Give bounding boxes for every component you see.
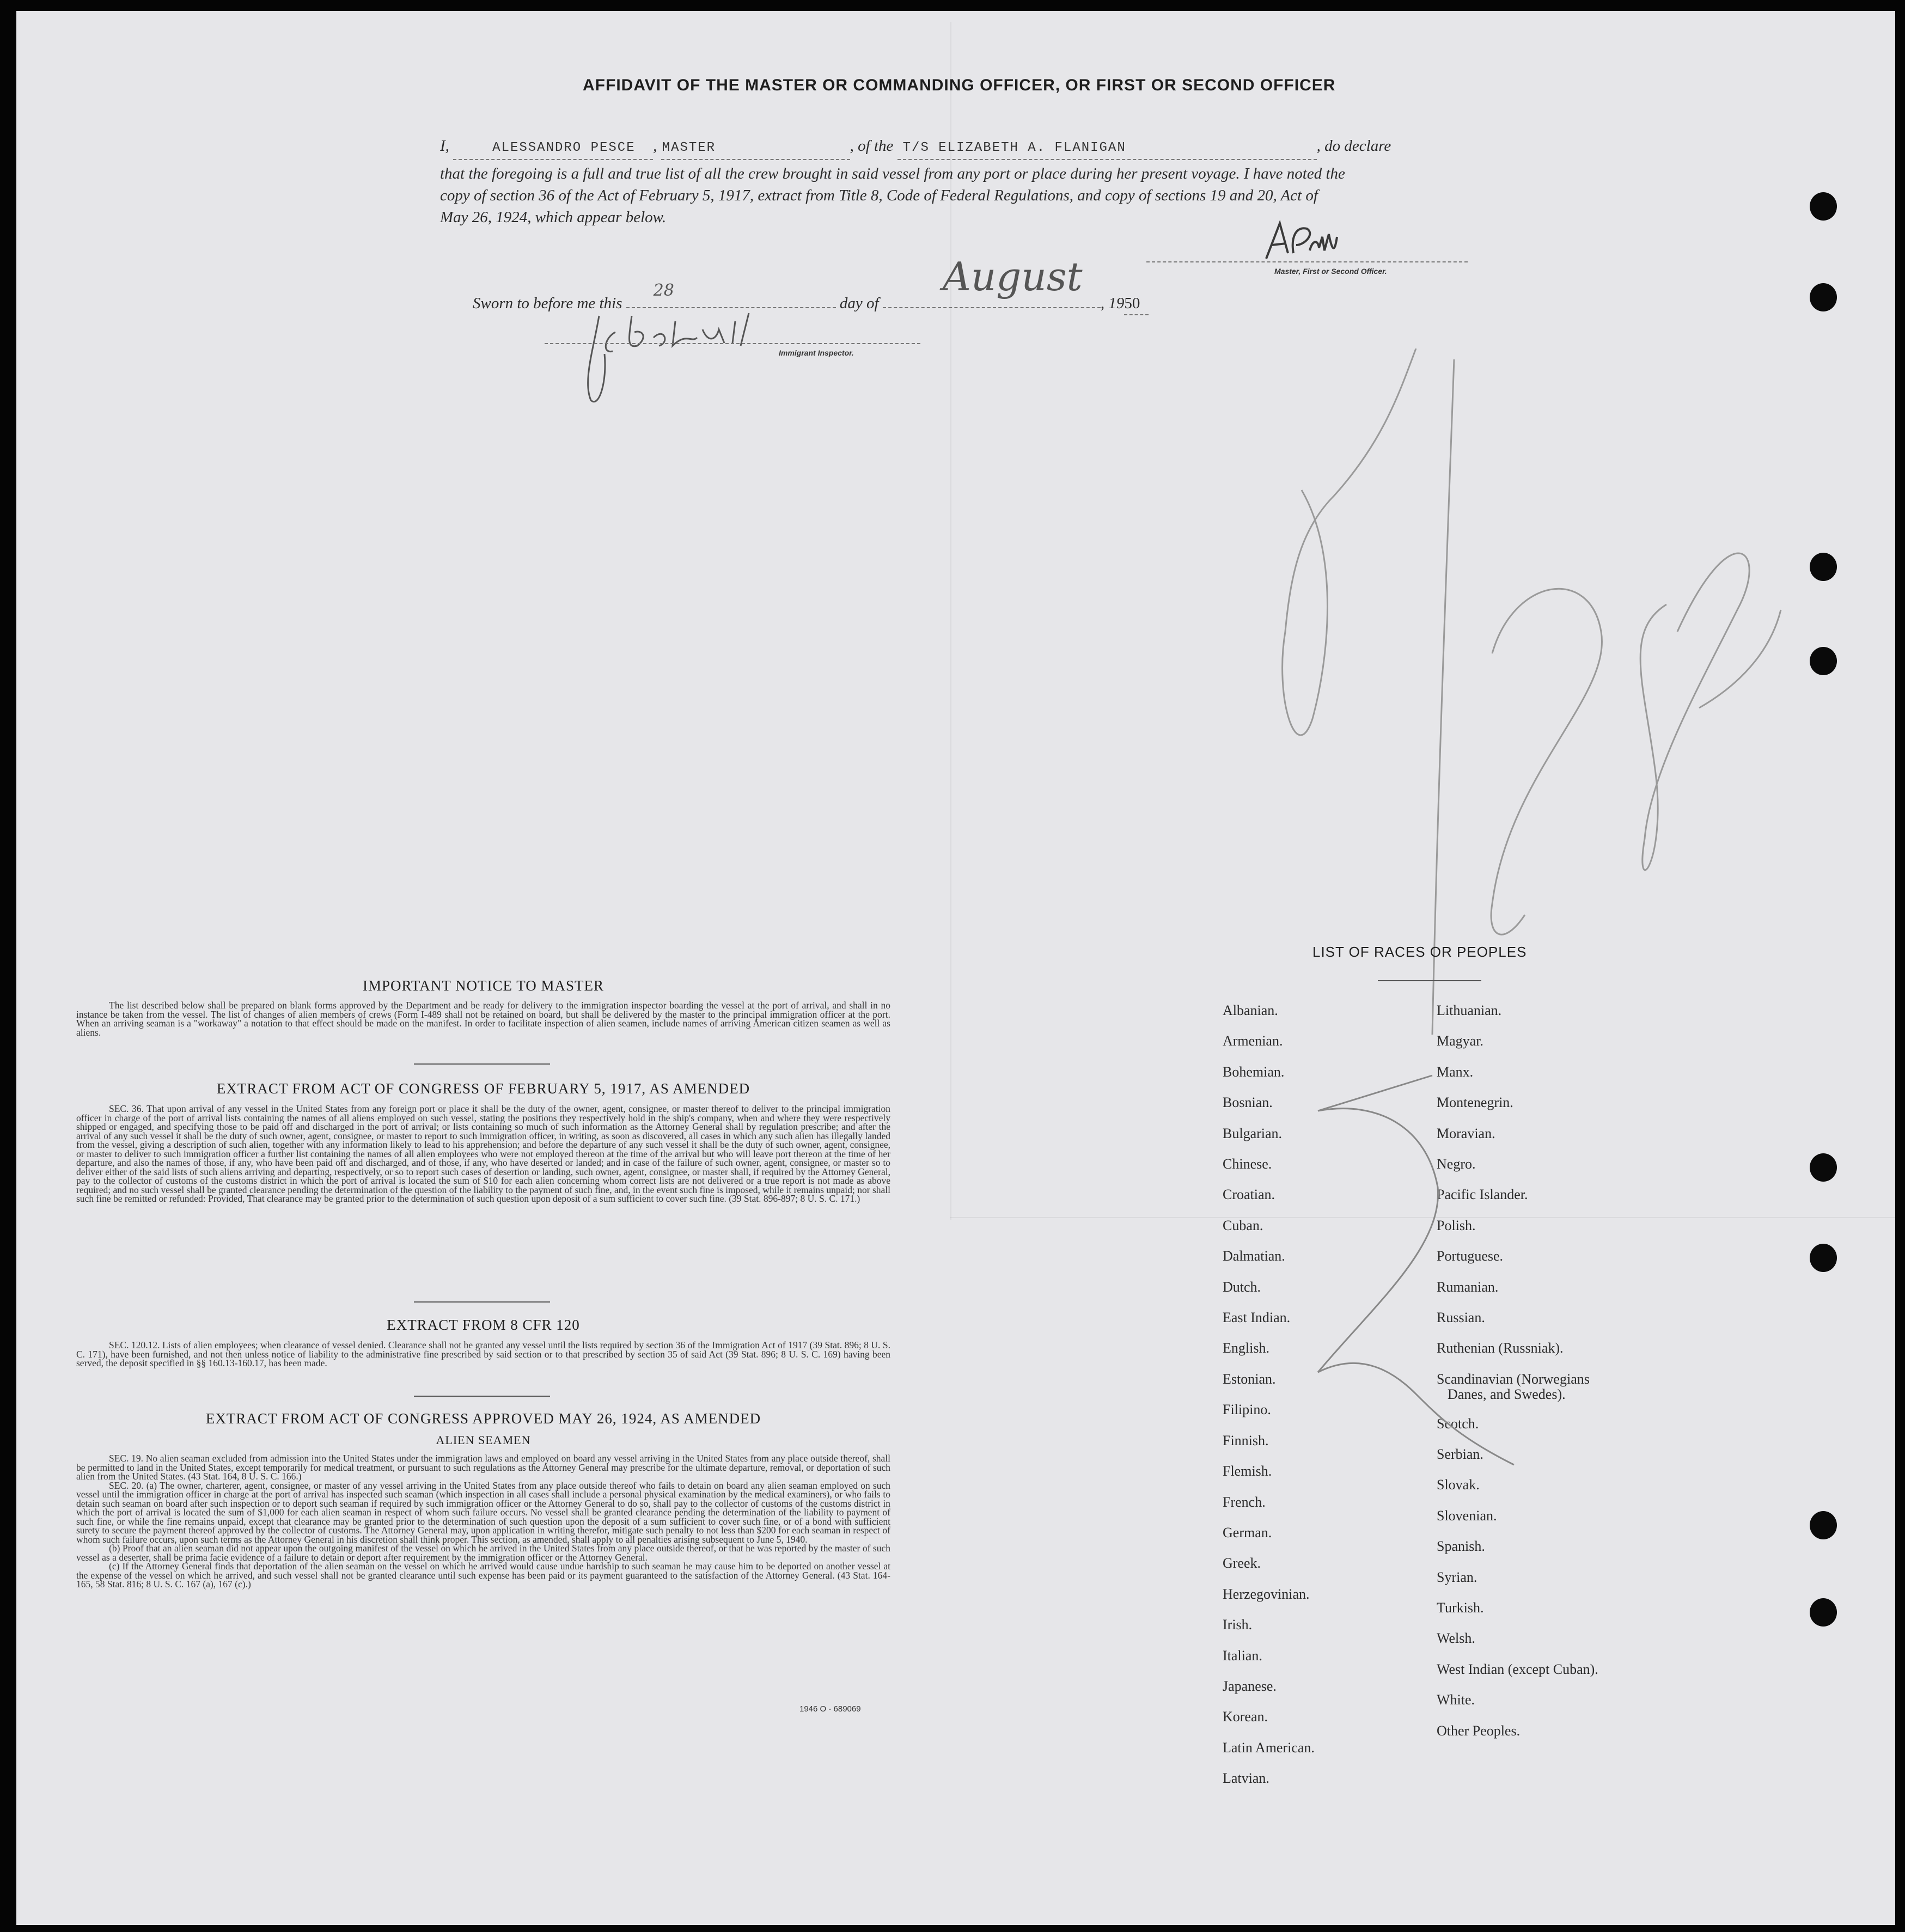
race-item: Slovak. bbox=[1437, 1477, 1480, 1493]
section-divider bbox=[414, 1063, 550, 1065]
sworn-day-of: day of bbox=[839, 295, 879, 312]
race-item: Rumanian. bbox=[1437, 1279, 1499, 1295]
race-item: Bosnian. bbox=[1223, 1095, 1273, 1111]
race-item: Irish. bbox=[1223, 1617, 1253, 1633]
master-rank: MASTER bbox=[662, 140, 716, 155]
race-item: Japanese. bbox=[1223, 1678, 1277, 1694]
race-item: Italian. bbox=[1223, 1647, 1262, 1664]
race-item: Chinese. bbox=[1223, 1156, 1272, 1172]
race-item: Montenegrin. bbox=[1437, 1095, 1513, 1111]
extract1-heading: EXTRACT FROM ACT OF CONGRESS OF FEBRUARY 5, 1917, AS AMENDED bbox=[216, 1080, 750, 1097]
extract2-heading: EXTRACT FROM 8 CFR 120 bbox=[387, 1317, 580, 1333]
master-signature bbox=[1258, 215, 1367, 267]
sworn-day: 28 bbox=[653, 281, 674, 300]
race-item: Negro. bbox=[1437, 1155, 1476, 1172]
race-item: English. bbox=[1223, 1340, 1269, 1356]
race-item: Ruthenian (Russniak). bbox=[1437, 1340, 1564, 1356]
race-item: Danes, and Swedes). bbox=[1448, 1386, 1566, 1402]
race-item: Lithuanian. bbox=[1437, 1002, 1502, 1018]
race-item: Magyar. bbox=[1437, 1033, 1483, 1049]
inspector-signature bbox=[561, 299, 790, 414]
pencil-annotation-8-28 bbox=[1253, 349, 1841, 1046]
extract3-sec19: SEC. 19. No alien seaman excluded from admission into the United States under the immigration laws and employed on board any vessel arriving in the United States from any place outside thereof, shall be permitted to land in the United States, except temporarily for medical treatment, or pursuant to such regulations as the Attorney General may prescribe for the ultimate departure, removal, or deportation of such alien from the United States. (43 Stat. 164, 8 U. S. C. 166.) bbox=[76, 1453, 890, 1482]
race-item: Other Peoples. bbox=[1437, 1722, 1521, 1739]
extract3-sec20c: (c) If the Attorney General finds that deportation of the alien seaman on the vessel on which he arrived would cause undue hardship to such seaman he may cause him to be deported on another vessel at the expense of the vessel on which he arrived, and such vessel shall not be granted clearance until such expense has been paid or its payment guaranteed to the satisfaction of the Attorney General. (43 Stat. 164-165, 58 Stat. 816; 8 U. S. C. 167 (a), 167 (c).) bbox=[76, 1561, 890, 1589]
declaration-line-4: May 26, 1924, which appear below. bbox=[440, 209, 667, 226]
binder-hole bbox=[1810, 1511, 1837, 1539]
race-item: Albanian. bbox=[1223, 1002, 1278, 1018]
extract3-sec20b: (b) Proof that an alien seaman did not appear upon the outgoing manifest of the vessel on which he arrived in the United States from any place outside thereof, or that he was reported by the master of such vessel as a deserter, shall be prima facie evidence of a failure to detain or deport after requirement by the immigration officer or the Attorney General. bbox=[76, 1543, 890, 1563]
race-item: Turkish. bbox=[1437, 1600, 1484, 1616]
race-item: Armenian. bbox=[1223, 1033, 1283, 1049]
extract3-subheading: ALIEN SEAMEN bbox=[436, 1433, 531, 1447]
race-item: Filipino. bbox=[1223, 1402, 1271, 1418]
race-item: Finnish. bbox=[1223, 1432, 1269, 1448]
sworn-year-prefix: , 19 bbox=[1100, 295, 1125, 312]
section-divider bbox=[414, 1301, 550, 1303]
race-item: Greek. bbox=[1223, 1555, 1261, 1572]
race-item: Serbian. bbox=[1437, 1446, 1483, 1463]
sworn-prefix: Sworn to before me this bbox=[473, 295, 622, 312]
binder-hole bbox=[1810, 1153, 1837, 1182]
extract3-body bbox=[76, 1454, 890, 1589]
race-item: Dutch. bbox=[1223, 1279, 1261, 1295]
race-item: Cuban. bbox=[1223, 1217, 1263, 1233]
race-item: Bulgarian. bbox=[1223, 1125, 1283, 1141]
race-item: Russian. bbox=[1437, 1309, 1485, 1325]
page-title: AFFIDAVIT OF THE MASTER OR COMMANDING OFFICER, OR FIRST OR SECOND OFFICER bbox=[583, 76, 1336, 94]
declaration-of-the: , of the bbox=[850, 137, 894, 155]
race-item: Latin American. bbox=[1223, 1739, 1315, 1756]
print-code: 1946 O - 689069 bbox=[799, 1704, 861, 1714]
race-item: Manx. bbox=[1437, 1063, 1474, 1080]
vessel-name: T/S ELIZABETH A. FLANIGAN bbox=[902, 140, 1126, 155]
race-item: Dalmatian. bbox=[1223, 1248, 1285, 1264]
declaration-i: I, bbox=[440, 137, 449, 155]
race-item: German. bbox=[1223, 1524, 1272, 1540]
master-name: ALESSANDRO PESCE bbox=[492, 140, 636, 155]
race-item: Croatian. bbox=[1223, 1187, 1275, 1203]
race-item: Spanish. bbox=[1437, 1538, 1485, 1555]
declaration-comma: , bbox=[653, 137, 657, 155]
race-item: Estonian. bbox=[1223, 1371, 1276, 1387]
race-item: West Indian (except Cuban). bbox=[1437, 1661, 1598, 1677]
extract2-text: SEC. 120.12. Lists of alien employees; when clearance of vessel denied. Clearance shall not be granted any vessel until the lists required by section 36 of the Immigration Act of 1917 (39 Stat. 896; 8 U. S. C. 171), have been furnished, and not then unless notice of liability to the administrative fine prescribed by said section or to that prescribed by section 35 of said Act (39 Stat. 896; 8 U. S. C. 169) having been served, the deposit specified in §§ 160.13-160.17, has been made. bbox=[76, 1340, 890, 1368]
race-item: Portuguese. bbox=[1437, 1248, 1504, 1264]
binder-hole bbox=[1810, 1598, 1837, 1627]
extract3-heading: EXTRACT FROM ACT OF CONGRESS APPROVED MAY 26, 1924, AS AMENDED bbox=[205, 1410, 761, 1427]
binder-hole bbox=[1810, 1244, 1837, 1272]
race-item: White. bbox=[1437, 1692, 1475, 1708]
sworn-month: August bbox=[942, 254, 1083, 299]
declaration-line-3: copy of section 36 of the Act of February 5, 1917, extract from Title 8, Code of Federal Regulations, and copy of sections 19 and 20, Act of bbox=[440, 187, 1318, 204]
race-item: Bohemian. bbox=[1223, 1063, 1285, 1080]
race-item: Scandinavian (Norwegians bbox=[1437, 1371, 1590, 1387]
race-item: Moravian. bbox=[1437, 1125, 1495, 1141]
race-item: Latvian. bbox=[1223, 1770, 1269, 1787]
declaration-line-1 bbox=[440, 135, 1391, 160]
race-item: Welsh. bbox=[1437, 1630, 1475, 1647]
sworn-year-suffix: 50 bbox=[1124, 292, 1149, 315]
notice-heading: IMPORTANT NOTICE TO MASTER bbox=[363, 977, 604, 994]
pencil-mark bbox=[1296, 1067, 1536, 1470]
race-item: Korean. bbox=[1223, 1709, 1268, 1725]
race-item: Herzegovinian. bbox=[1223, 1586, 1310, 1602]
race-item: Polish. bbox=[1437, 1217, 1476, 1233]
race-item: Slovenian. bbox=[1437, 1507, 1497, 1524]
race-item: Scotch. bbox=[1437, 1415, 1479, 1432]
races-heading: LIST OF RACES OR PEOPLES bbox=[1312, 944, 1527, 960]
notice-text: The list described below shall be prepared on blank forms approved by the Department and be ready for delivery to the immigration inspector boarding the vessel at the port of arrival, and shall in no instance be taken from the vessel. The list of changes of alien members of crews (Form I-489 shall not be retained on board, but shall be delivered by the master to the principal immigration officer at the port. When an arriving seaman is a "workaway" a notation to that effect should be made on the manifest. In order to facilitate inspection of alien seamen, include names of arriving American citizen seamen as well as aliens. bbox=[76, 1000, 890, 1038]
declaration-line-2: that the foregoing is a full and true list of all the crew brought in said vessel from any port or place during her present voyage. I have noted the bbox=[440, 165, 1345, 182]
races-divider bbox=[1378, 980, 1481, 981]
inspector-caption: Immigrant Inspector. bbox=[779, 349, 854, 357]
extract3-sec20a: SEC. 20. (a) The owner, charterer, agent, consignee, or master of any vessel arriving in the United States from any place outside thereof who fails to detain on board any alien seaman employed on such vessel until the immigration officer in charge at the port of arrival has inspected such seaman (which inspection in all cases shall include a personal physical examination by the medical examiners), or who fails to detain such seaman on board after such inspection or to deport such seaman if required by such immigration officer or the Attorney General to do so, shall pay to the collector of customs of the customs district in which the port of arrival is located the sum of $1,000 for each alien seaman in respect of whom such failure occurs. No vessel shall be granted clearance pending the determination of the liability to payment of such fine, or while the fine remains unpaid, except that clearance may be granted prior to the determination of such question upon the deposit of a sum sufficient to cover such fine, or of a bond with sufficient surety to secure the payment thereof approved by the collector of customs. The Attorney General may, upon application in writing therefor, mitigate such penalty to not less than $200 for each seaman in respect of whom such failure occurs, upon such terms as the Attorney General in his discretion shall think proper. This section, as amended, shall apply to all penalties arising subsequent to June 5, 1940. bbox=[76, 1479, 890, 1545]
master-signature-caption: Master, First or Second Officer. bbox=[1274, 267, 1387, 276]
section-divider bbox=[414, 1396, 550, 1397]
binder-hole bbox=[1810, 192, 1837, 221]
race-item: Flemish. bbox=[1223, 1463, 1272, 1479]
race-item: French. bbox=[1223, 1494, 1266, 1510]
race-item: Syrian. bbox=[1437, 1569, 1477, 1585]
race-item: Pacific Islander. bbox=[1437, 1187, 1528, 1203]
extract1-text: SEC. 36. That upon arrival of any vessel in the United States from any foreign port or place it shall be the duty of the owner, agent, consignee, or master thereof to deliver to the principal immigration officer in charge of the port of arrival lists containing the names of all aliens employed on such vessel, stating the positions they respectively hold in the ship's company, when and where they were respectively shipped or engaged, and specifying those to be paid off and discharged in the port of arrival; or lists containing so much of such information as the Attorney General shall by regulation prescribe; and after the arrival of any such vessel it shall be the duty of such owner, agent, consignee, or master to report to such immigration officer, in writing, as soon as discovered, all cases in which any such alien has illegally landed from the vessel, giving a description of such alien, together with any information likely to lead to his apprehension; and before the departure of any such vessel it shall be the duty of such owner, agent, consignee, or master to deliver to such immigration officer a further list containing the names of all alien employees who were not employed thereon at the time of the arrival but who will leave port thereon at the time of her departure, and also the names of those, if any, who have been paid off and discharged, and of those, if any, who have deserted or landed; and in case of the failure of such owner, agent, consignee, or master so to deliver either of the said lists of such aliens arriving and departing, respectively, or so to report such cases of desertion or landing, such owner, agent, consignee, or master shall, if required by the Attorney General, pay to the collector of customs of the customs district in which the port of arrival is located the sum of $10 for each alien concerning whom correct lists are not delivered or a true report is not made as above required; and no such vessel shall be granted clearance pending the determination of the question of the liability to the payment of such fine, and, in the event such fine is imposed, while it remains unpaid; nor shall such fine be remitted or refunded: Provided, That clearance may be granted prior to the determination of such question upon deposit of a sum sufficient to cover such fine. (39 Stat. 896-897; 8 U. S. C. 171.) bbox=[76, 1103, 890, 1204]
inspector-signature-line bbox=[545, 343, 920, 344]
declaration-do-declare: , do declare bbox=[1316, 137, 1391, 155]
race-item: East Indian. bbox=[1223, 1310, 1291, 1326]
binder-hole bbox=[1810, 283, 1837, 311]
